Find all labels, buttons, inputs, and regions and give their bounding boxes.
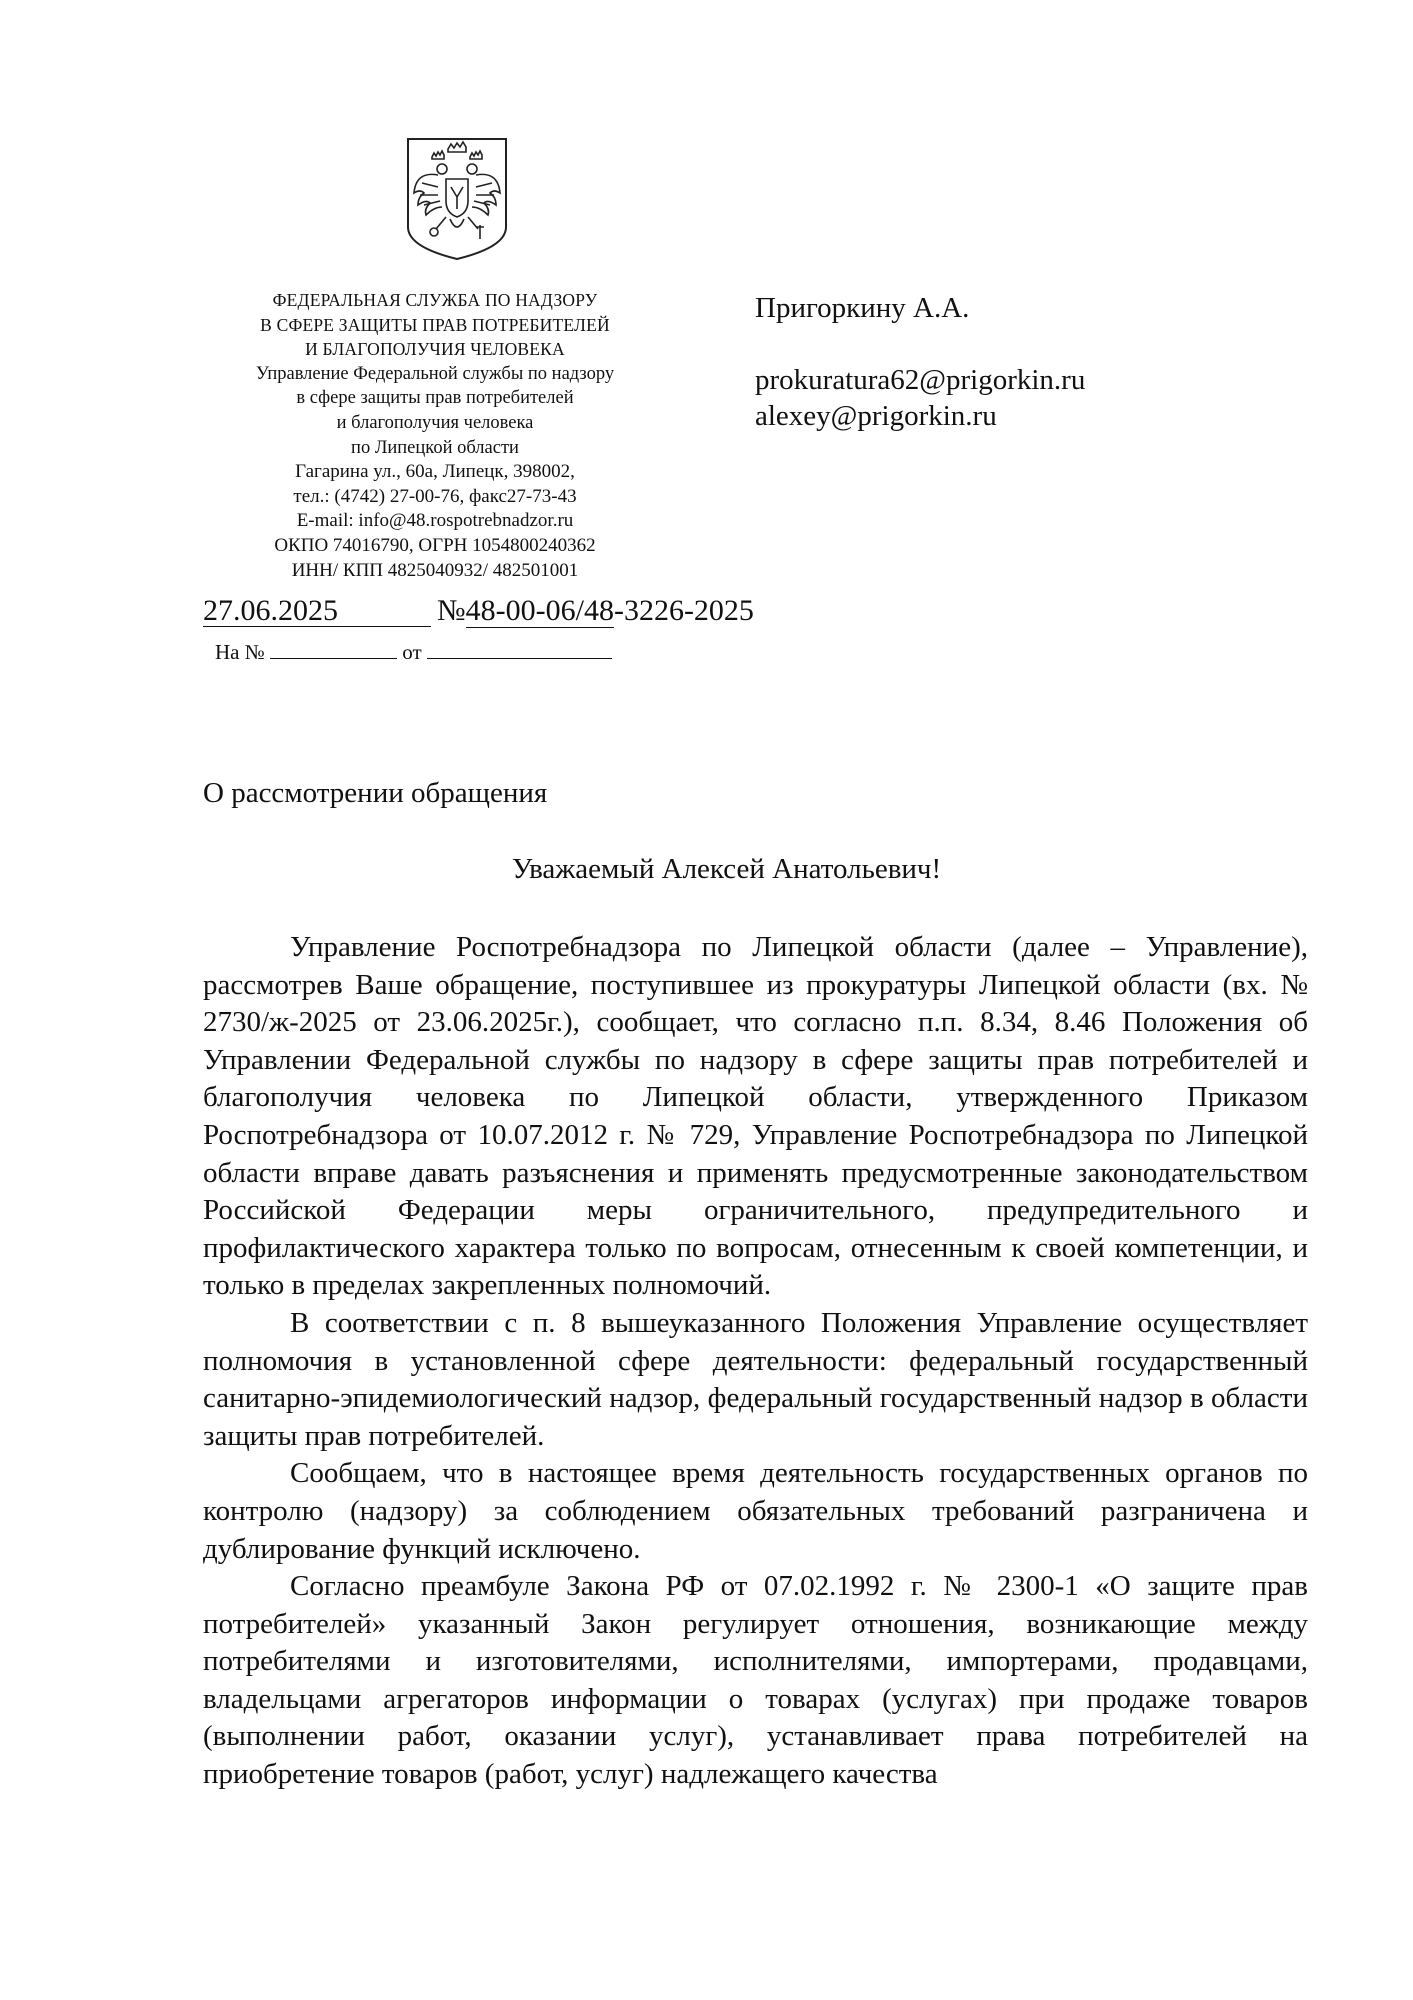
- reference-number-blank: [270, 640, 397, 659]
- agency-line: ФЕДЕРАЛЬНАЯ СЛУЖБА ПО НАДЗОРУ: [272, 290, 598, 310]
- recipient-email: alexey@prigorkin.ru: [755, 400, 997, 432]
- number-sign: №: [437, 594, 466, 627]
- body-paragraph: Согласно преамбуле Закона РФ от 07.02.1992 г. № 2300-1 «О защите прав потребителей» указанный Закон регулирует отношения, возникающие между потребителями и изготовителями, исполнителями, импортерами, продавцами, владельцами агрегаторов информации о товарах (услугах) при продаже товаров (выполнении работ, оказании услуг), устанавливает права потребителей на приобретение товаров (работ, услуг) надлежащего качества: [203, 1570, 1308, 1791]
- agency-line: И БЛАГОПОЛУЧИЯ ЧЕЛОВЕКА: [305, 339, 565, 360]
- recipient-name: Пригоркину А.А.: [755, 292, 970, 324]
- recipient-email: prokuratura62@prigorkin.ru: [755, 364, 1086, 396]
- sender-address: Гагарина ул., 60а, Липецк, 398002,: [295, 461, 575, 483]
- department-line: Управление Федеральной службы по надзору: [255, 363, 615, 384]
- sender-header: [195, 288, 675, 583]
- registration-line: [203, 594, 754, 628]
- document-number-rest: -3226-2025: [613, 594, 754, 627]
- coat-of-arms-icon: [402, 135, 512, 263]
- agency-line: В СФЕРЕ ЗАЩИТЫ ПРАВ ПОТРЕБИТЕЛЕЙ: [260, 314, 610, 335]
- salutation: Уважаемый Алексей Анатольевич!: [511, 853, 942, 885]
- sender-phone: тел.: (4742) 27-00-76, факс27-73-43: [293, 485, 577, 507]
- reference-date-blank: [427, 640, 612, 659]
- sender-codes: ОКПО 74016790, ОГРН 1054800240362: [274, 534, 596, 556]
- department-line: в сфере защиты прав потребителей: [296, 388, 574, 409]
- reference-line: [215, 640, 612, 665]
- body-paragraph: Управление Роспотребнадзора по Липецкой области (далее – Управление), рассмотрев Ваше обращение, поступившее из прокуратуры Липецкой области (вх. № 2730/ж-2025 от 23.06.2025г.), сообщает, что согласно п.п. 8.34, 8.46 Положения об Управлении Федеральной службы по надзору в сфере защиты прав потребителей и благополучия человека по Липецкой области, утвержденного Приказом Роспотребнадзора от 10.07.2012 г. № 729, Управление Роспотребнадзора по Липецкой области вправе давать разъяснения и применять предусмотренные законодательством Российской Федерации меры ограничительного, предупредительного и профилактического характера только по вопросам, отнесенным к своей компетенции, и только в пределах закрепленных полномочий.: [203, 931, 1308, 1302]
- letter-body: [203, 929, 1308, 1794]
- sender-email: E-mail: info@48.rospotrebnadzor.ru: [296, 510, 574, 532]
- recipient-block: [755, 290, 1085, 434]
- reference-from: от: [402, 640, 422, 664]
- department-line: и благополучия человека: [336, 412, 534, 433]
- sender-inn: ИНН/ КПП 4825040932/ 482501001: [291, 559, 579, 581]
- body-paragraph: В соответствии с п. 8 вышеуказанного Положения Управление осуществляет полномочия в установленной сфере деятельности: федеральный государственный санитарно-эпидемиологический надзор, федеральный государственный надзор в области защиты прав потребителей.: [203, 1306, 1308, 1452]
- body-paragraph: Сообщаем, что в настоящее время деятельность государственных органов по контролю (надзору) за соблюдением обязательных требований разграничена и дублирование функций исключено.: [203, 1457, 1308, 1565]
- department-line: по Липецкой области: [351, 437, 519, 458]
- document-date: 27.06.2025: [203, 596, 431, 627]
- reference-prefix: На №: [215, 640, 265, 664]
- letter-subject: О рассмотрении обращения: [203, 777, 548, 809]
- document-number-underlined: 48-00-06/48: [465, 594, 614, 627]
